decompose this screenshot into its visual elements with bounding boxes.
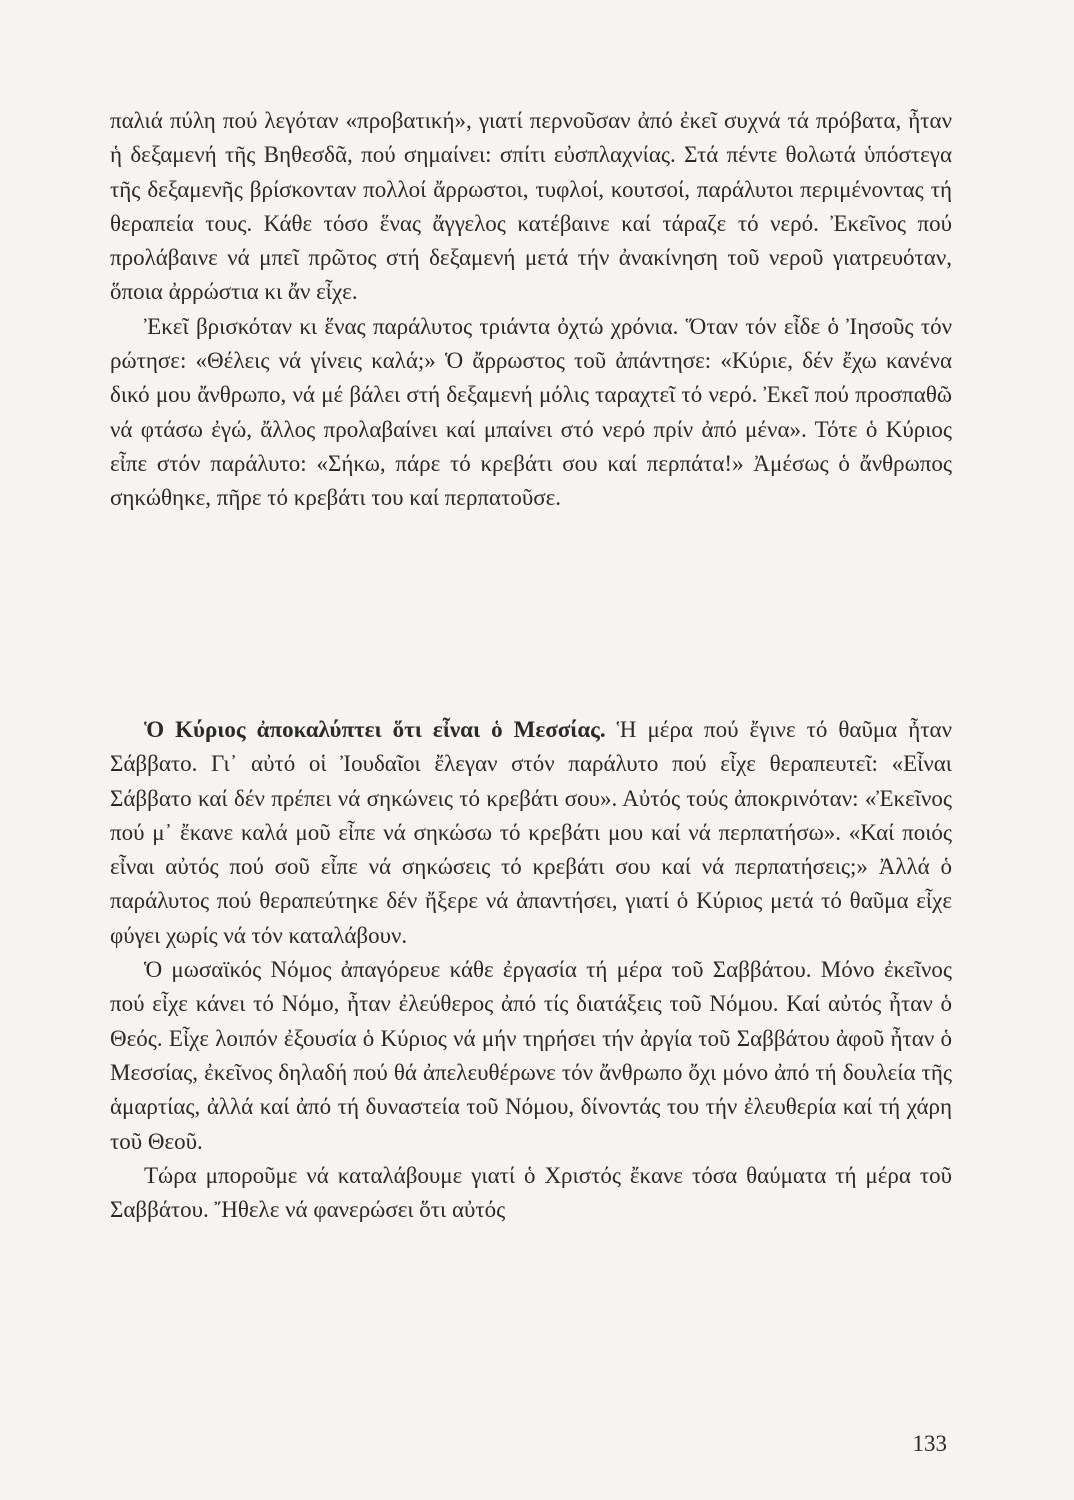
paragraph-sabbath-miracles: Τώρα μποροῦμε νά καταλάβουμε γιατί ὁ Χριστός ἔκανε τόσα θαύματα τή μέρα τοῦ Σαββάτου. Ἤθελε νά φανερώσει ὅτι αὐτός	[110, 1162, 952, 1223]
section-heading-continuation: Ἡ μέρα πού ἔγινε τό θαῦμα ἦταν Σάββατο. Γι᾿ αὐτό οἱ Ἰουδαῖοι ἔλεγαν στόν παράλυτο πού εἶχε θεραπευτεῖ: «Εἶναι Σάββατο καί δέν πρέπει νά σηκώνεις τό κρεβάτι σου». Αὐτός τούς ἀποκρινόταν: «Ἐκεῖνος πού μ᾿ ἔκανε καλά μοῦ εἶπε νά σηκώσω τό κρεβάτι μου καί νά περπατήσω». «Καί ποιός εἶναι αὐτός πού σοῦ εἶπε νά σηκώσεις τό κρεβάτι σου καί νά περπατήσεις;» Ἀλλά ὁ παράλυτος πού θεραπεύτηκε δέν ἤξερε νά ἀπαντήσει, γιατί ὁ Κύριος μετά τό θαῦμα εἶχε φύγει χωρίς νά τόν καταλάβουν.	[110, 717, 952, 948]
paragraph-bethesda: παλιά πύλη πού λεγόταν «προβατική», γιατί περνοῦσαν ἀπό ἐκεῖ συχνά τά πρόβατα, ἦταν ἡ δεξαμενή τῆς Βηθεσδᾶ, πού σημαίνει: σπίτι εὐσπλαχνίας. Στά πέντε θολωτά ὑπόστεγα τῆς δεξαμενῆς βρίσκονταν πολλοί ἄρρωστοι, τυφλοί, κουτσοί, παράλυτοι περιμένοντας τή θεραπεία τους. Κάθε τόσο ἕνας ἄγγελος κατέβαινε καί τάραζε τό νερό. Ἐκεῖνος πού προλάβαινε νά μπεῖ πρῶτος στή δεξαμενή μετά τήν ἀνακίνηση τοῦ νεροῦ γιατρευόταν, ὅποια ἀρρώστια κι ἄν εἶχε.	[110, 108, 952, 305]
paragraph-paralytic: Ἐκεῖ βρισκόταν κι ἕνας παράλυτος τριάντα ὀχτώ χρόνια. Ὅταν τόν εἶδε ὁ Ἰησοῦς τόν ρώτησε: «Θέλεις νά γίνεις καλά;» Ὁ ἄρρωστος τοῦ ἀπάντησε: «Κύριε, δέν ἔχω κανένα δικό μου ἄνθρωπο, νά μέ βάλει στή δεξαμενή μόλις ταραχτεῖ τό νερό. Ἐκεῖ πού προσπαθῶ νά φτάσω ἐγώ, ἄλλος προλαβαίνει καί μπαίνει στό νερό πρίν ἀπό μένα». Τότε ὁ Κύριος εἶπε στόν παράλυτο: «Σήκω, πάρε τό κρεβάτι σου καί περπάτα!» Ἀμέσως ὁ ἄνθρωπος σηκώθηκε, πῆρε τό κρεβάτι του καί περπατοῦσε.	[110, 313, 952, 511]
body-text-upper	[110, 104, 952, 516]
section-heading: Ὁ Κύριος ἀποκαλύπτει ὅτι εἶναι ὁ Μεσσίας.	[144, 717, 606, 742]
paragraph-messiah-section	[110, 713, 952, 953]
body-text-lower	[110, 713, 952, 1227]
page-number: 133	[912, 1431, 947, 1456]
paragraph-mosaic-law: Ὁ μωσαϊκός Νόμος ἀπαγόρευε κάθε ἐργασία τή μέρα τοῦ Σαββάτου. Μόνο ἐκεῖνος πού εἶχε κάνει τό Νόμο, ἦταν ἐλεύθερος ἀπό τίς διατάξεις τοῦ Νόμου. Καί αὐτός ἦταν ὁ Θεός. Εἶχε λοιπόν ἐξουσία ὁ Κύριος νά μήν τηρήσει τήν ἀργία τοῦ Σαββάτου ἀφοῦ ἦταν ὁ Μεσσίας, ἐκεῖνος δηλαδή πού θά ἀπελευθέρωνε τόν ἄνθρωπο ὄχι μόνο ἀπό τή δουλεία τῆς ἁμαρτίας, ἀλλά καί ἀπό τή δυναστεία τοῦ Νόμου, δίνοντάς του τήν ἐλευθερία καί τή χάρη τοῦ Θεοῦ.	[110, 957, 952, 1154]
